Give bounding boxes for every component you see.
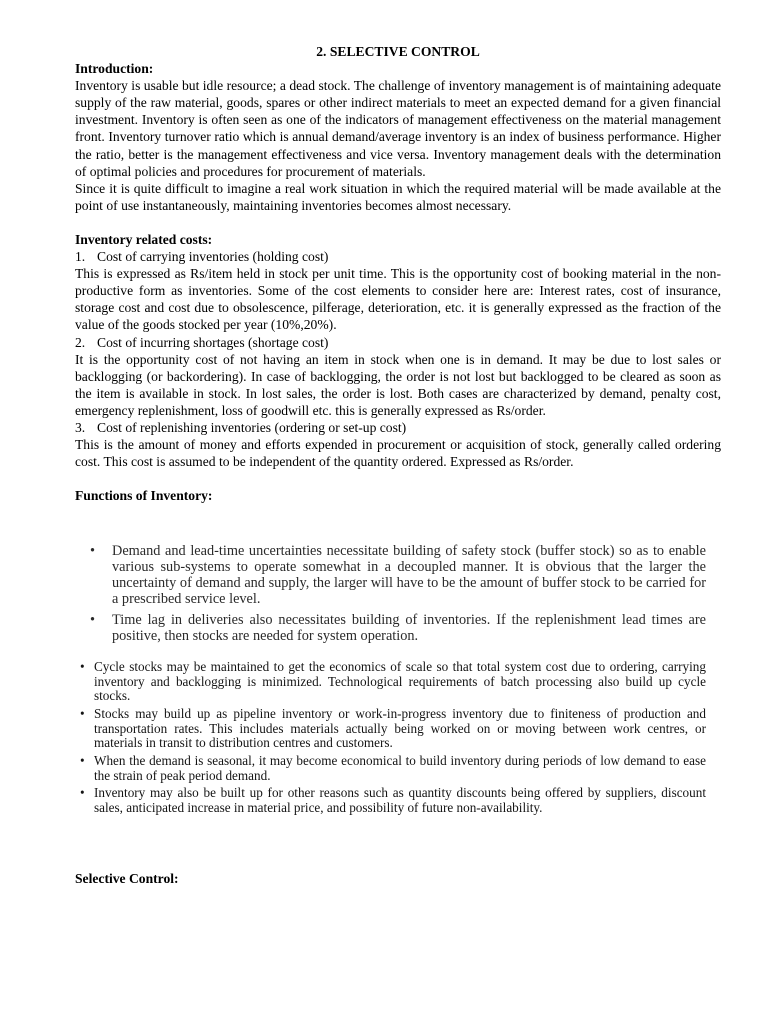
page-title: 2. SELECTIVE CONTROL	[316, 44, 480, 59]
cost-item-1-title	[75, 248, 721, 265]
scanned-excerpt-2	[78, 660, 706, 819]
cost-item-2-body: It is the opportunity cost of not having an item in stock when one is in demand. It may be due to lost sales or backlogging (or backordering). In case of backlogging, the order is not lost but backlogged to be cleared as soon as the item is available in stock. In lost sales, the order is lost. Both cases are characterized by demand, penalty cost, emergency replenishment, loss of goodwill etc. this is generally expressed as Rs/order.	[75, 351, 721, 418]
costs-heading: Inventory related costs:	[75, 231, 213, 247]
cost-item-number: 3.	[75, 419, 86, 435]
list-item: • Time lag in deliveries also necessitates building of inventories. If the replenishment lead times are positive, then stocks are needed for system operation.	[78, 612, 706, 644]
cost-item-number: 1.	[75, 249, 86, 265]
list-item: • Cycle stocks may be maintained to get the economics of scale so that total system cost due to ordering, carrying inventory and backlogging is minimized. Technological requirements of batch processing also build up cycle stocks.	[78, 660, 706, 704]
functions-heading: Functions of Inventory:	[75, 488, 213, 504]
cost-item-title: Cost of carrying inventories (holding cost)	[97, 249, 329, 265]
selective-control-heading: Selective Control:	[75, 871, 179, 886]
list-item: • Inventory may also be built up for other reasons such as quantity discounts being offered by suppliers, discount sales, anticipated increase in material price, and possibility of future non-availability.	[78, 786, 706, 815]
cost-item-1-body: This is expressed as Rs/item held in stock per unit time. This is the opportunity cost of booking material in the non-productive form as inventories. Some of the cost elements to consider here are: Interest rates, cost of insurance, storage cost and cost due to obsolescence, pilferage, deterioration, etc. it is generally expressed as the fraction of the value of the goods stocked per year (10%,20%).	[75, 266, 721, 333]
cost-item-title: Cost of incurring shortages (shortage cost)	[97, 334, 329, 350]
list-item: • Stocks may build up as pipeline inventory or work-in-progress inventory due to finiteness of production and transportation rates. This includes materials actually being worked on or moving between work centres, or materials in transit to distribution centres and customers.	[78, 707, 706, 751]
scanned-excerpt-1	[78, 543, 706, 650]
list-item: • When the demand is seasonal, it may become economical to build inventory during periods of low demand to ease the strain of peak period demand.	[78, 754, 706, 783]
introduction-heading: Introduction:	[75, 61, 154, 77]
cost-item-title: Cost of replenishing inventories (ordering or set-up cost)	[97, 419, 407, 435]
cost-item-3-title	[75, 419, 721, 436]
introduction-paragraph-2: Since it is quite difficult to imagine a real work situation in which the required material will be made available at the point of use instantaneously, maintaining inventories becomes almost necessary.	[75, 180, 721, 213]
cost-item-3-body: This is the amount of money and efforts expended in procurement or acquisition of stock, generally called ordering cost. This cost is assumed to be independent of the quantity ordered. Expressed as Rs/order.	[75, 437, 721, 470]
main-text	[75, 43, 721, 504]
introduction-paragraph-1: Inventory is usable but idle resource; a dead stock. The challenge of inventory management is of maintaining adequate supply of the raw material, goods, spares or other indirect materials to meet an expected demand for a given financial investment. Inventory is often seen as one of the indicators of management effectiveness on the material management front. Inventory turnover ratio which is annual demand/average inventory is an index of business performance. Higher the ratio, better is the management effectiveness and vice versa. Inventory management deals with the determination of optimal policies and procedures for procurement of materials.	[75, 78, 721, 179]
cost-item-number: 2.	[75, 334, 86, 350]
list-item: • Demand and lead-time uncertainties necessitate building of safety stock (buffer stock) so as to enable various sub-systems to operate somewhat in a decoupled manner. It is obvious that the larger the uncertainty of demand and supply, the larger will have to be the amount of buffer stock to be carried for a prescribed service level.	[78, 543, 706, 607]
cost-item-2-title	[75, 334, 721, 351]
